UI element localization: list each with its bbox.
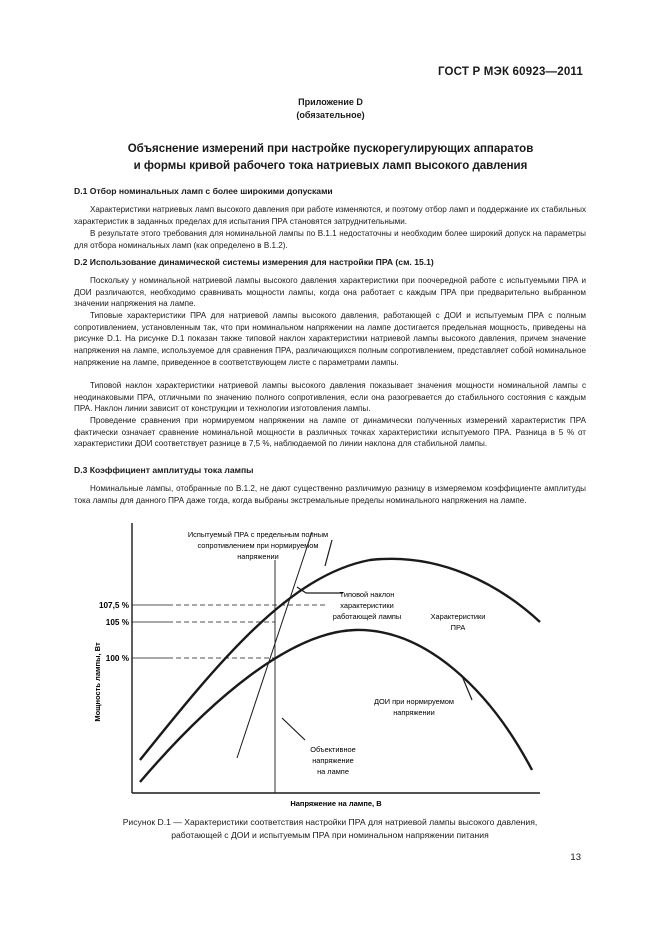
appendix-name: Приложение D <box>298 97 363 107</box>
annotation-objective-voltage-3: на лампе <box>317 767 349 776</box>
section-d2-paragraph-2: Типовые характеристики ПРА для натриевой лампы высокого давления, работающей с ДОИ и испытуемым ПРА с полным сопротивлением, установленным так, что при номинальном напряжении на лампе достигается предельная мощность, приведены на рисунке D.1. На рисунке D.1 показан также типовой наклон характеристики натриевой лампы высокого давления, причем значение напряжения на лампе, используемое для сравнения ПРА, различающихся полным сопротивлением, представляет собой номинальное напряжение на лампе, приведенное в соответствующем листе с параметрами лампы. <box>74 311 586 367</box>
annotation-objective-voltage-2: напряжение <box>312 756 354 765</box>
section-d2-paragraph-3: Типовой наклон характеристики натриевой лампы высокого давления показывает значения мощности номинальной лампы с неодинаковыми ПРА, отличными по значению полного сопротивления, если она разогревается до стабильного состояния с каждым ПРА. Наклон линии зависит от конструкции и технологии изготовления лампы. <box>74 381 586 414</box>
annotation-test-ballast-1: Испытуемый ПРА с предельным полным <box>187 530 329 539</box>
annotation-typical-slope-2: характеристики <box>340 601 394 610</box>
leader-objective-voltage <box>282 718 305 740</box>
page-number: 13 <box>570 852 581 863</box>
page-title-line1: Объяснение измерений при настройке пускорегулирующих аппаратов <box>127 143 534 155</box>
section-d1-paragraph-1: Характеристики натриевых ламп высокого давления при работе изменяются, и поэтому отбор ламп и поддержание их стабильных характеристик в заданных пределах для испытания ПРА становятся затруднительными. <box>74 205 586 226</box>
y-tick-label-107-5: 107,5 % <box>98 601 129 610</box>
section-d2-heading: D.2 Использование динамической системы измерения для настройки ПРА (см. 15.1) <box>74 257 434 267</box>
leader-test-ballast <box>325 540 332 566</box>
annotation-ballast-char-2: ПРА <box>450 623 466 632</box>
y-tick-label-100: 100 % <box>105 654 129 663</box>
annotation-test-ballast-2: сопротивлением при нормируемом <box>197 541 319 550</box>
section-d3-heading: D.3 Коэффициент амплитуды тока лампы <box>74 465 254 475</box>
annotation-typical-slope-3: работающей лампы <box>332 612 402 621</box>
section-d3-paragraph-1: Номинальные лампы, отобранные по В.1.2, не дают существенно различимую разницу в измеряемом коэффициенте амплитуды тока лампы для данного ПРА даже тогда, когда выбраны экстремальные пределы номинального напряжения на лампе. <box>74 484 586 505</box>
y-tick-label-105: 105 % <box>105 618 129 627</box>
annotation-test-ballast-3: напряжении <box>237 552 279 561</box>
section-d1-paragraph-2: В результате этого требования для номинальной лампы по В.1.1 недостаточны и необходим более широкий допуск на параметры для отбора номинальных ламп (как определено в В.1.2). <box>74 229 586 250</box>
annotation-ballast-char-1: Характеристики <box>430 612 486 621</box>
x-axis-title: Напряжение на лампе, В <box>290 799 382 808</box>
section-d2-paragraph-1: Поскольку у номинальной натриевой лампы высокого давления характеристики при поочередной работе с испытуемыми ПРА и ДОИ различаются, необходимо сравнивать мощности лампы, когда она работает с каждым ПРА при предварительно выбранном значении напряжения на лампе. <box>74 276 586 309</box>
section-d1-heading: D.1 Отбор номинальных ламп с более широкими допусками <box>74 186 333 196</box>
appendix-status: (обязательное) <box>296 110 365 120</box>
annotation-reference-ballast-1: ДОИ при нормируемом <box>374 697 454 706</box>
y-axis-title: Мощность лампы, Вт <box>93 642 102 722</box>
figure-caption-line2: работающей с ДОИ и испытуемым ПРА при номинальном напряжении питания <box>171 830 489 840</box>
annotation-reference-ballast-2: напряжении <box>393 708 435 717</box>
test-ballast-curve <box>140 559 540 760</box>
annotation-objective-voltage-1: Объективное <box>310 745 356 754</box>
page-title-line2: и формы кривой рабочего тока натриевых ламп высокого давления <box>133 160 528 172</box>
figure-caption-line1: Рисунок D.1 — Характеристики соответствия настройки ПРА для натриевой лампы высокого давления, <box>122 817 538 827</box>
standard-header: ГОСТ Р МЭК 60923—2011 <box>437 66 583 78</box>
section-d2-paragraph-4: Проведение сравнения при нормируемом напряжении на лампе от динамически полученных измерений характеристик ПРА фактически означает сравнение номинальной мощности в различных точках характеристики испытуемого ПРА. Разница в 5 % от характеристики ДОИ соответствует разнице в 7,5 %, наблюдаемой по линии наклона для стабильной лампы. <box>74 416 586 449</box>
annotation-typical-slope-1: Типовой наклон <box>339 590 395 599</box>
